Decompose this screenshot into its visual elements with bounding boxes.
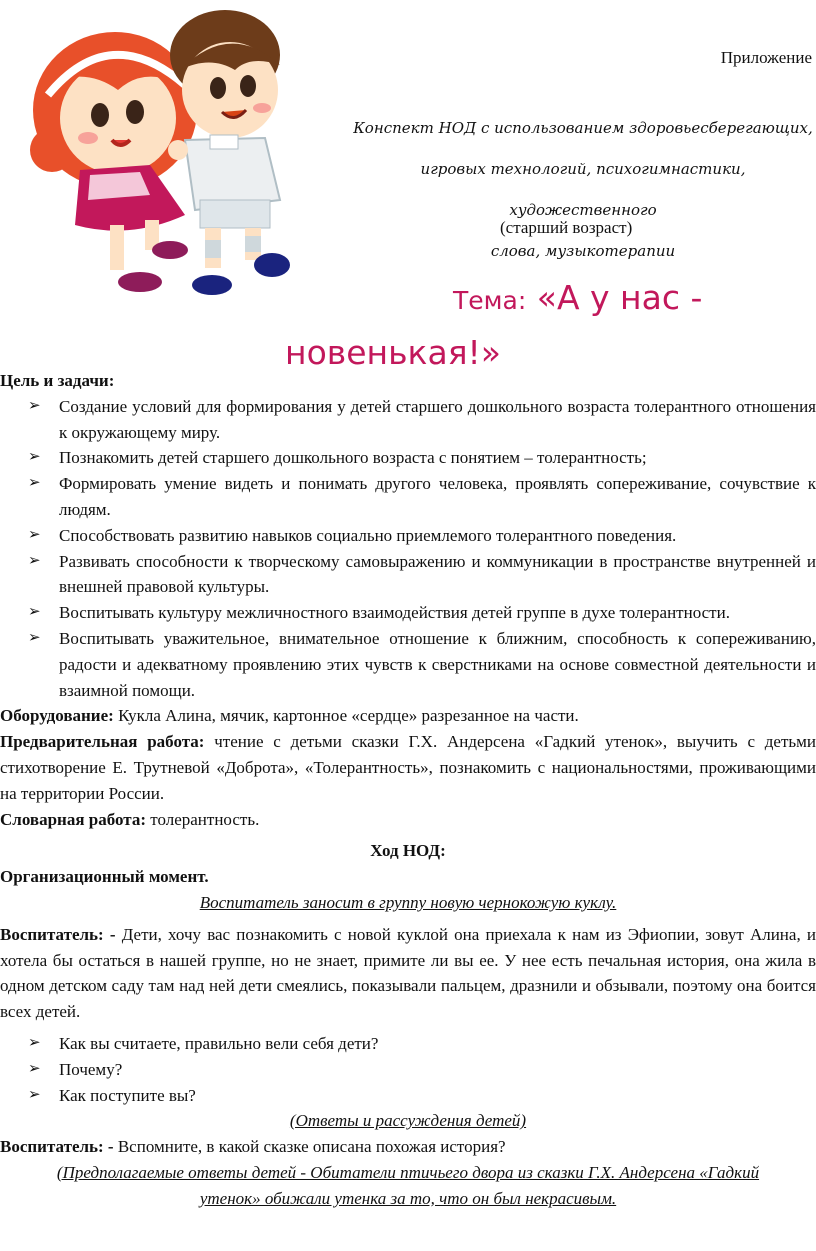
arrow-bullet-icon: ➢ — [28, 1034, 41, 1051]
arrow-bullet-icon: ➢ — [28, 552, 41, 569]
arrow-bullet-icon: ➢ — [28, 1086, 41, 1103]
arrow-bullet-icon: ➢ — [28, 449, 41, 466]
topic-label: Тема: — [453, 286, 527, 315]
goals-heading: Цель и задачи: — [0, 371, 115, 390]
topic-title-line1: «А у нас - — [536, 278, 703, 317]
arrow-bullet-icon: ➢ — [28, 397, 41, 414]
dancing-children-illustration — [0, 0, 310, 300]
arrow-bullet-icon: ➢ — [28, 526, 41, 543]
list-item: ➢ Почему? — [0, 1057, 816, 1083]
summary-line: слова, музыкотерапии — [490, 242, 676, 260]
topic-title-line2: новенькая!» — [285, 333, 501, 372]
answers-note: (Ответы и рассуждения детей) — [289, 1111, 527, 1131]
appendix-label: Приложение — [720, 48, 812, 67]
vocabulary-paragraph: Словарная работа: толерантность. — [0, 809, 260, 829]
list-item: ➢ Формировать умение видеть и понимать другого человека, проявлять сопереживание, сочувствие к людям. — [0, 471, 816, 523]
list-item: ➢ Развивать способности к творческому самовыражению и коммуникации в пространстве внутренней и внешней правовой культуры. — [0, 549, 816, 601]
arrow-bullet-icon: ➢ — [28, 1060, 41, 1077]
topic-title — [285, 272, 805, 379]
goals-list — [0, 394, 816, 704]
list-item: ➢ Создание условий для формирования у детей старшего дошкольного возраста толерантного отношения к окружающему миру. — [0, 394, 816, 446]
list-item: ➢ Воспитывать культуру межличностного взаимодействия детей группе в духе толерантности. — [0, 600, 816, 626]
list-item: ➢ Познакомить детей старшего дошкольного возраста с понятием – толерантность; — [0, 445, 816, 471]
summary-line: Конспект НОД с использованием здоровьесберегающих, — [353, 119, 813, 137]
list-item: ➢ Как вы считаете, правильно вели себя дети? — [0, 1031, 816, 1057]
equipment-paragraph: Оборудование: Кукла Алина, мячик, картонное «сердце» разрезанное на части. — [0, 706, 579, 726]
list-item: ➢ Способствовать развитию навыков социально приемлемого толерантного поведения. — [0, 523, 816, 549]
age-group: (старший возраст) — [500, 218, 633, 237]
teacher-speech-1: Воспитатель: - Дети, хочу вас познакомить с новой куклой она приехала к нам из Эфиопии, зовут Алина, и хотела бы остаться в нашей группе, но не знает, примите ли вы ее. У нее есть печальная история, она жила в одном детском саду там над ней дети смеялись, показывали пальцем, дразнили и обзывали, поэтому она боится всех детей. — [0, 924, 816, 1022]
stage-direction: Воспитатель заносит в группу новую чернокожую куклу. — [199, 892, 617, 912]
teacher-speech-2: Воспитатель: - Вспомните, в какой сказке описана похожая история? — [0, 1137, 506, 1157]
arrow-bullet-icon: ➢ — [28, 475, 41, 492]
org-moment-heading: Организационный момент. — [0, 867, 209, 887]
document-body — [0, 368, 816, 1212]
expected-answer: (Предполагаемые ответы детей - Обитатели птичьего двора из сказки Г.Х. Андерсена «Гадкий утенок» обижали утенка за то, что он был некрасивым. — [56, 1162, 760, 1208]
course-heading: Ход НОД: — [370, 841, 446, 861]
arrow-bullet-icon: ➢ — [28, 629, 41, 646]
arrow-bullet-icon: ➢ — [28, 604, 41, 621]
lesson-summary-title — [350, 108, 816, 272]
summary-line: игровых технологий, психогимнастики, художественного — [420, 160, 746, 219]
list-item: ➢ Воспитывать уважительное, внимательное отношение к ближним, способность к сопереживанию, радости и адекватному проявлению этих чувств к сверстниками на основе совместной деятельности и взаимной помощи. — [0, 626, 816, 703]
preliminary-work-paragraph: Предварительная работа: чтение с детьми сказки Г.Х. Андерсена «Гадкий утенок», выучить с детьми стихотворение Е. Трутневой «Доброта», «Толерантность», познакомить с национальностями, проживающими на территории России. — [0, 732, 816, 803]
questions-list — [0, 1031, 816, 1108]
list-item: ➢ Как поступите вы? — [0, 1083, 816, 1109]
